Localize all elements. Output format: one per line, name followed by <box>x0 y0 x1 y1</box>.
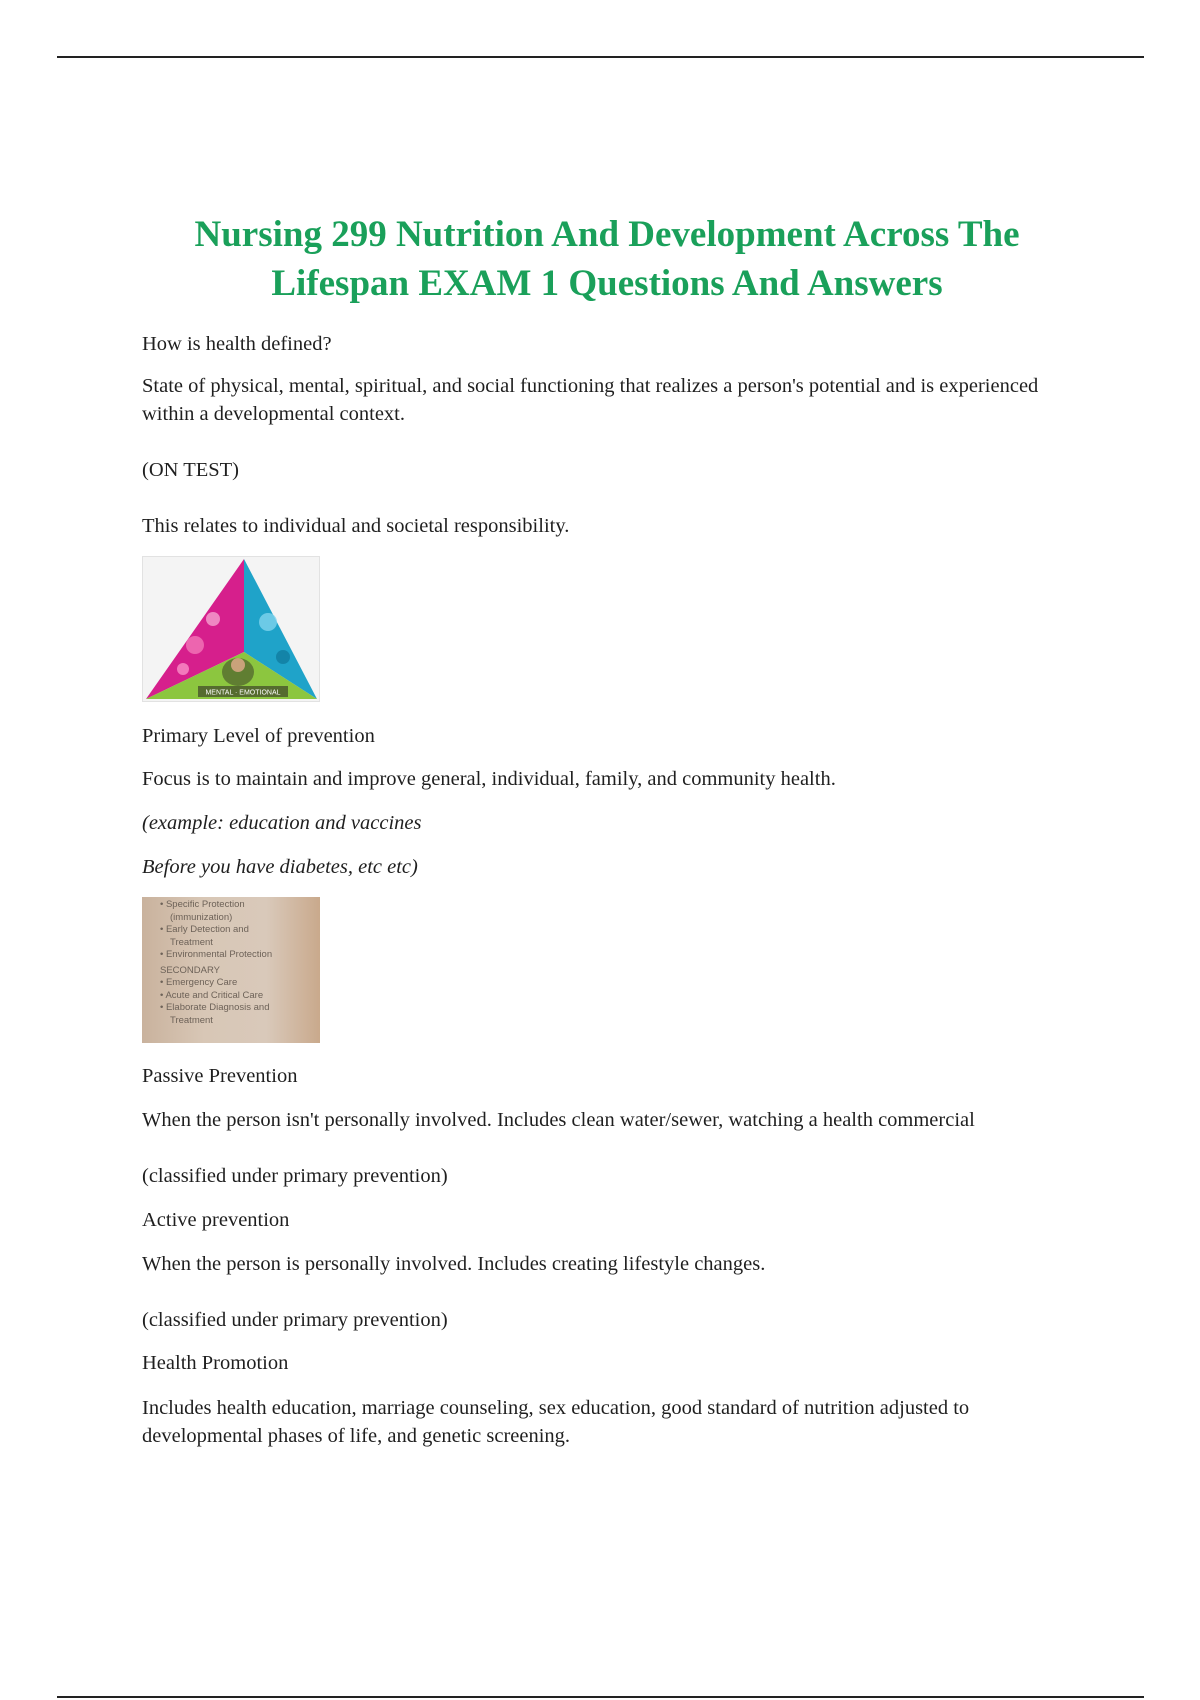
notes-line: • Acute and Critical Care <box>160 989 264 1001</box>
on-test-note: (ON TEST) <box>142 459 239 481</box>
prevention-notes-photo <box>142 897 320 1043</box>
notes-line: SECONDARY <box>160 964 221 976</box>
notes-line: • Specific Protection <box>160 899 245 910</box>
triangle-caption: MENTAL · EMOTIONAL <box>205 689 281 697</box>
primary-prevention-example: (example: education and vaccines <box>142 812 422 834</box>
answer-health-defined: State of physical, mental, spiritual, and social functioning that realizes a person's potential and is experienced within a developmental context. <box>142 375 1039 425</box>
question-health-defined: How is health defined? <box>142 333 332 355</box>
question-passive-prevention: Passive Prevention <box>142 1065 298 1087</box>
relates-note: This relates to individual and societal responsibility. <box>142 515 570 537</box>
notes-line: Treatment <box>170 1014 213 1026</box>
answer-active-prevention: When the person is personally involved. Includes creating lifestyle changes. <box>142 1253 766 1275</box>
notes-line: (immunization) <box>170 911 233 923</box>
question-primary-prevention: Primary Level of prevention <box>142 725 375 747</box>
answer-primary-prevention: Focus is to maintain and improve general, individual, family, and community health. <box>142 768 836 790</box>
question-health-promotion: Health Promotion <box>142 1352 289 1374</box>
notes-line: • Environmental Protection <box>160 949 273 960</box>
notes-line: • Early Detection and <box>160 924 249 935</box>
question-active-prevention: Active prevention <box>142 1209 290 1231</box>
notes-line: Treatment <box>170 936 213 948</box>
health-triangle-image <box>142 556 320 702</box>
top-rule <box>57 56 1144 58</box>
notes-line: • Emergency Care <box>160 977 238 988</box>
answer-passive-prevention: When the person isn't personally involved. Includes clean water/sewer, watching a health commercial <box>142 1109 975 1131</box>
passive-prevention-classification: (classified under primary prevention) <box>142 1165 448 1187</box>
answer-health-promotion: Includes health education, marriage counseling, sex education, good standard of nutrition adjusted to developmental phases of life, and genetic screening. <box>142 1397 970 1447</box>
primary-prevention-before: Before you have diabetes, etc etc) <box>142 856 418 878</box>
notes-line: • Elaborate Diagnosis and <box>160 1002 270 1013</box>
document-title: Nursing 299 Nutrition And Development Across The Lifespan EXAM 1 Questions And Answers <box>194 214 1020 304</box>
active-prevention-classification: (classified under primary prevention) <box>142 1309 448 1331</box>
bottom-rule <box>57 1696 1144 1698</box>
